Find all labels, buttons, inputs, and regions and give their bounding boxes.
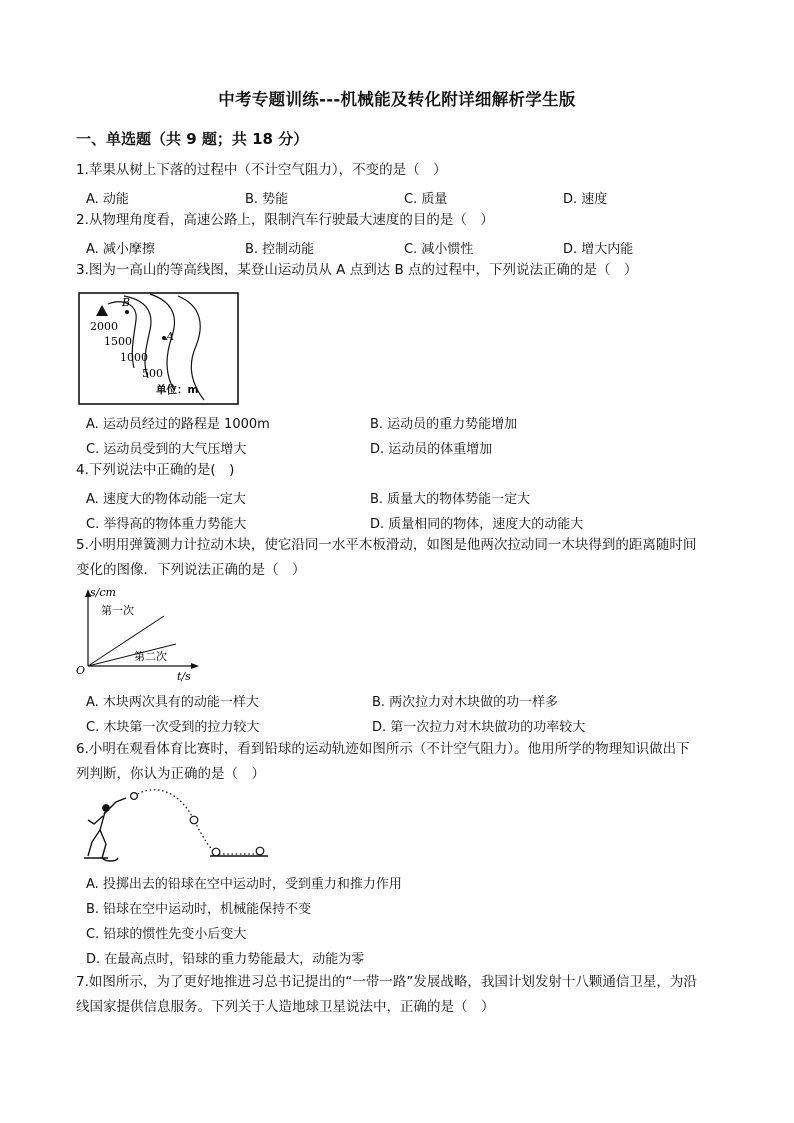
question-2-option-c: C. 减小惯性	[404, 242, 474, 257]
contour-label-2000: 2000	[90, 320, 118, 333]
question-4-stem: 4.下列说法中正确的是( )	[76, 462, 235, 478]
question-7-stem-line-1: 7.如图所示，为了更好地推进习总书记提出的“一带一路”发展战略，我国计划发射十八颗通信卫星，为沿	[76, 974, 697, 990]
question-4-option-d: D. 质量相同的物体，速度大的动能大	[370, 517, 584, 532]
question-1-option-d: D. 速度	[563, 192, 608, 207]
question-4-option-a: A. 速度大的物体动能一定大	[86, 492, 246, 507]
question-2-option-a: A. 减小摩擦	[86, 242, 155, 257]
section-heading: 一、单选题（共 9 题；共 18 分）	[76, 130, 309, 148]
y-axis-label: s/cm	[90, 586, 116, 599]
question-3-stem: 3.图为一高山的等高线图，某登山运动员从 A 点到达 B 点的过程中，下列说法正确的是（ ）	[76, 262, 638, 278]
question-5-stem-line-2: 变化的图像．下列说法正确的是（ ）	[76, 562, 306, 578]
shot-put-trajectory-figure	[76, 786, 272, 866]
point-b-label: B	[122, 296, 131, 309]
question-3-option-d: D. 运动员的体重增加	[370, 442, 493, 457]
question-7-stem-line-2: 线国家提供信息服务。下列关于人造地球卫星说法中，正确的是（ ）	[76, 999, 495, 1015]
question-5-option-a: A. 木块两次具有的动能一样大	[86, 695, 259, 710]
question-5-option-b: B. 两次拉力对木块做的功一样多	[372, 695, 559, 710]
shot-ball-landing	[212, 848, 220, 856]
question-6-stem-line-1: 6.小明在观看体育比赛时，看到铅球的运动轨迹如图所示（不计空气阻力）。他用所学的物理知识做出下	[76, 741, 690, 757]
question-6-option-c: C. 铅球的惯性先变小后变大	[86, 927, 247, 942]
document-title: 中考专题训练---机械能及转化附详细解析学生版	[218, 90, 576, 109]
shot-ball-mid	[190, 816, 198, 824]
contour-map-figure	[78, 292, 240, 406]
x-axis-arrow-icon	[191, 663, 199, 669]
question-1-stem: 1.苹果从树上下落的过程中（不计空气阻力），不变的是（ ）	[76, 162, 447, 178]
athlete-figure	[84, 798, 126, 861]
question-4-option-c: C. 举得高的物体重力势能大	[86, 517, 247, 532]
question-6-option-d: D. 在最高点时，铅球的重力势能最大，动能为零	[86, 952, 365, 967]
question-6-stem-line-2: 列判断，你认为正确的是（ ）	[76, 766, 265, 782]
point-b-marker	[125, 310, 129, 314]
map-unit-label: 单位：m	[156, 384, 199, 396]
question-2-option-d: D. 增大内能	[563, 242, 634, 257]
question-3-option-c: C. 运动员受到的大气压增大	[86, 442, 247, 457]
distance-time-graph	[74, 584, 204, 684]
question-5-stem-line-1: 5.小明用弹簧测力计拉动木块，使它沿同一水平木板滑动，如图是他两次拉动同一木块得到的距离随时间	[76, 537, 697, 553]
question-3-option-b: B. 运动员的重力势能增加	[370, 417, 518, 432]
shot-ball-start	[131, 793, 138, 800]
question-4-option-b: B. 质量大的物体势能一定大	[370, 492, 531, 507]
question-5-option-c: C. 木块第一次受到的拉力较大	[86, 720, 260, 735]
contour-label-1000: 1000	[120, 351, 148, 364]
question-3-option-a: A. 运动员经过的路程是 1000m	[86, 417, 270, 432]
point-a-label: A	[166, 330, 174, 343]
question-6-option-a: A. 投掷出去的铅球在空中运动时，受到重力和推力作用	[86, 877, 402, 892]
question-1-option-c: C. 质量	[404, 192, 448, 207]
contour-label-500: 500	[142, 367, 163, 380]
contour-label-1500: 1500	[104, 335, 132, 348]
line-first-trial-label: 第一次	[101, 604, 134, 617]
question-6-option-b: B. 铅球在空中运动时，机械能保持不变	[86, 902, 312, 917]
x-axis-label: t/s	[177, 670, 191, 683]
shot-ball-end	[256, 847, 264, 855]
question-1-option-a: A. 动能	[86, 192, 129, 207]
origin-label: O	[76, 664, 86, 677]
question-2-stem: 2.从物理角度看，高速公路上，限制汽车行驶最大速度的目的是（ ）	[76, 212, 494, 228]
question-1-option-b: B. 势能	[245, 192, 289, 207]
question-2-option-b: B. 控制动能	[245, 242, 315, 257]
question-5-option-d: D. 第一次拉力对木块做功的功率较大	[372, 720, 586, 735]
line-second-trial-label: 第二次	[134, 650, 167, 663]
